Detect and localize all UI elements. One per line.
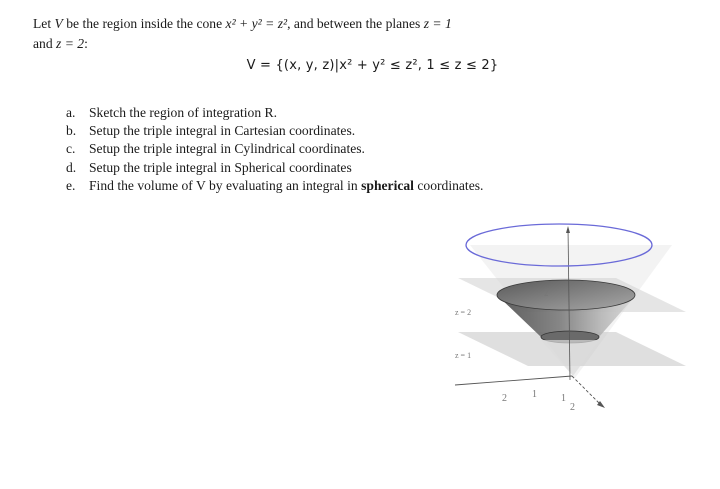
intro-text-1: Let xyxy=(33,16,55,31)
task-marker: e. xyxy=(66,177,76,193)
axis-tick-1: 1 xyxy=(532,389,537,400)
set-definition-text: V = {(x, y, z)|x² + y² ≤ z², 1 ≤ z ≤ 2} xyxy=(246,58,499,73)
cone-label-2: 2 xyxy=(544,288,549,298)
task-marker: c. xyxy=(66,141,76,157)
label-z1: z = 1 xyxy=(455,351,472,360)
task-text: Sketch the region of integration R. xyxy=(89,105,278,120)
intro-text-5: : xyxy=(84,36,88,51)
axis-tick-2: 2 xyxy=(502,393,507,404)
z-axis-arrow-icon xyxy=(566,226,570,233)
intro-text-2: be the region inside the cone xyxy=(62,16,226,31)
frustum-top-face xyxy=(497,280,635,310)
task-marker: a. xyxy=(66,105,76,120)
y-axis xyxy=(572,376,602,406)
task-text: Setup the triple integral in Cylindrical coordinates. xyxy=(89,141,365,157)
task-text-bold: spherical xyxy=(361,177,414,193)
plane-z2: z = 2 xyxy=(56,36,85,51)
intro-text-4: and xyxy=(33,36,57,51)
task-text: coordinates. xyxy=(413,177,484,193)
plane-z1: z = 1 xyxy=(423,16,452,31)
axis-tick-2b: 2 xyxy=(570,402,575,413)
label-z2: z = 2 xyxy=(455,308,472,317)
task-marker: b. xyxy=(66,123,77,139)
cone-equation: x² + y² = z² xyxy=(225,16,288,31)
task-text: Find the volume of V by evaluating an integral in xyxy=(89,177,362,193)
axis-tick-1b: 1 xyxy=(561,393,566,404)
var-v: V xyxy=(54,16,63,31)
task-text: Setup the triple integral in Cartesian coordinates. xyxy=(89,123,356,139)
x-axis xyxy=(455,376,572,385)
task-text: Setup the triple integral in Spherical coordinates xyxy=(89,159,352,175)
intro-text-3: , and between the planes xyxy=(287,16,424,31)
task-marker: d. xyxy=(66,159,77,175)
